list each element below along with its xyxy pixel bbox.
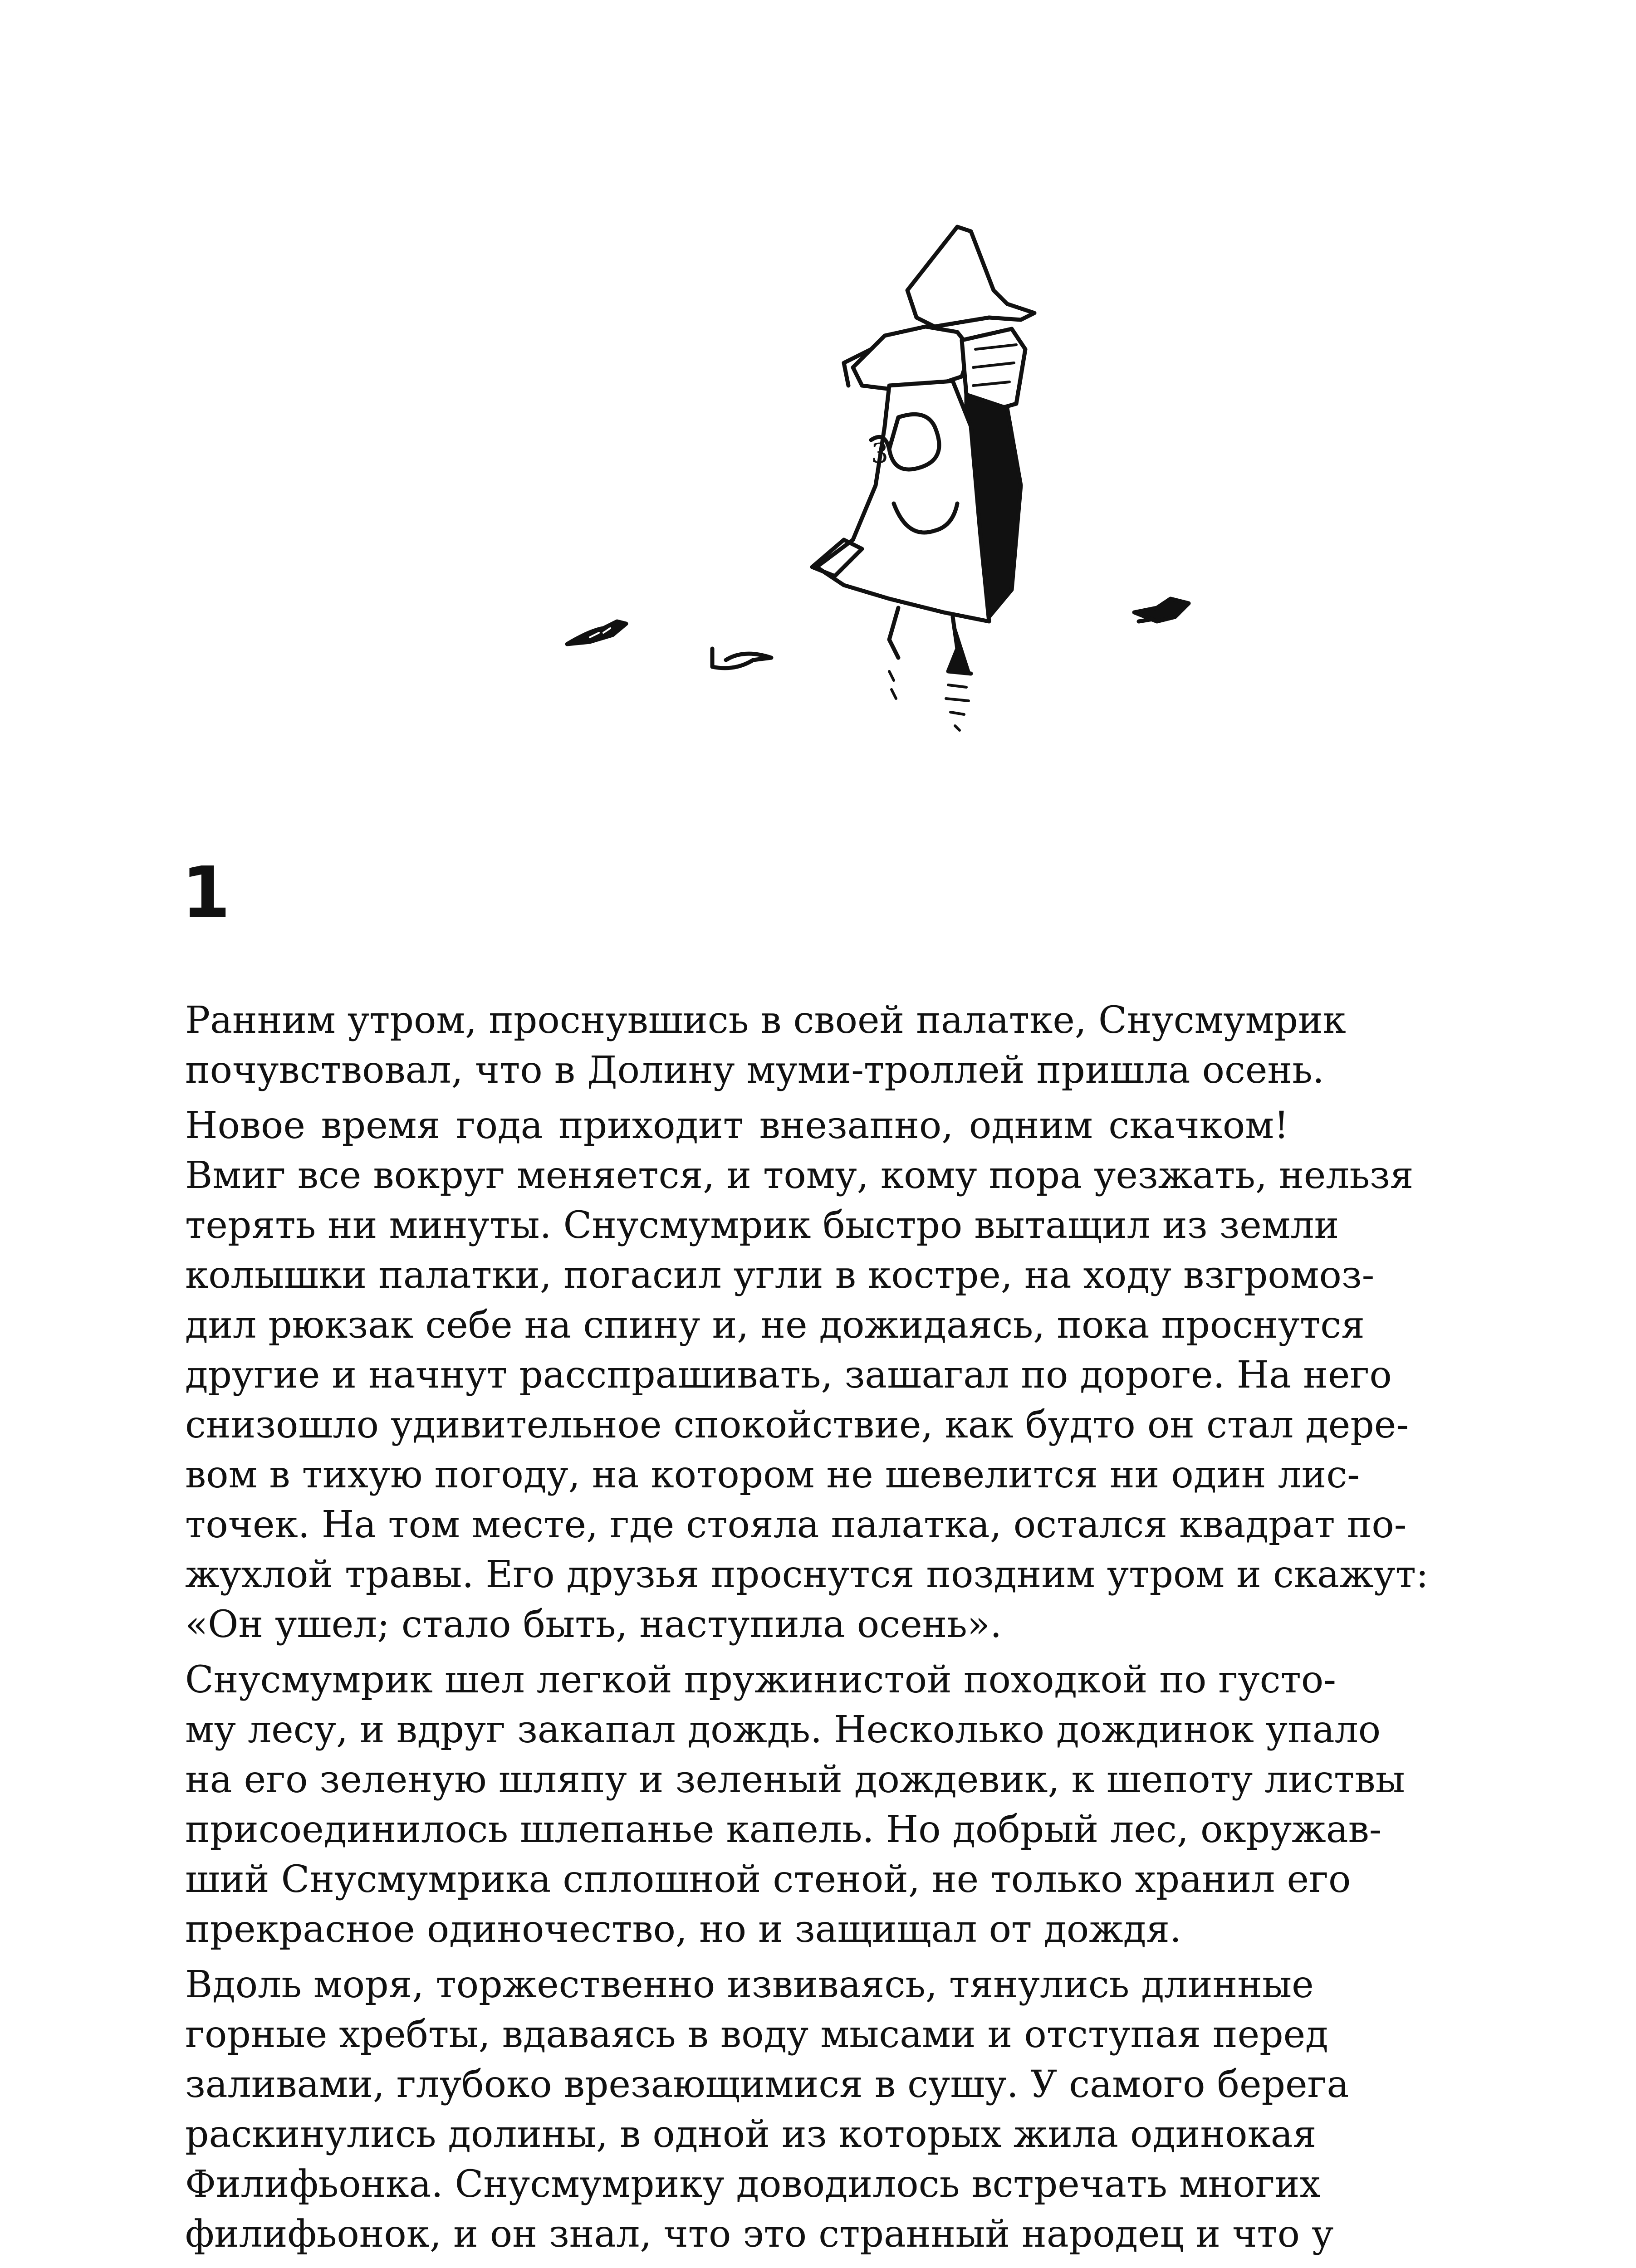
text-line: на его зеленую шляпу и зеленый дождевик, к шепоту листвы	[185, 1758, 1405, 1801]
text-line: присоединилось шлепанье капель. Но добрый лес, окружав-	[185, 1808, 1382, 1851]
text-line: точек. На том месте, где стояла палатка, остался квадрат по-	[185, 1503, 1407, 1546]
text-line: горные хребты, вдаваясь в воду мысами и отступая перед	[185, 2013, 1328, 2056]
paragraph	[185, 1960, 1349, 2259]
text-line: «Он ушел; стало быть, наступила осень».	[185, 1603, 1002, 1646]
text-line: дил рюкзак себе на спину и, не дожидаясь, пока проснутся	[185, 1304, 1365, 1347]
text-line: филифьонок, и он знал, что это странный народец и что у	[185, 2213, 1334, 2256]
text-line: Вдоль моря, торжественно извиваясь, тянулись длинные	[185, 1963, 1314, 2006]
text-line: почувствовал, что в Долину муми-троллей пришла осень.	[185, 1049, 1324, 1092]
snufkin-walking-illustration-icon	[499, 213, 1225, 748]
text-line: прекрасное одиночество, но и защищал от дождя.	[185, 1908, 1182, 1951]
text-line: терять ни минуты. Снусмумрик быстро вытащил из земли	[185, 1204, 1339, 1247]
text-line: Снусмумрик шел легкой пружинистой походкой по густо-	[185, 1658, 1336, 1701]
text-line: му лесу, и вдруг закапал дождь. Несколько дождинок упало	[185, 1708, 1381, 1751]
chapter-number: 1	[181, 851, 230, 934]
text-line: Новое время года приходит внезапно, одним скачком!	[185, 1104, 1289, 1147]
paragraph	[185, 1101, 1429, 1650]
text-line: ший Снусмумрика сплошной стеной, не только хранил его	[185, 1858, 1351, 1901]
text-line: раскинулись долины, в одной из которых жила одинокая	[185, 2113, 1317, 2156]
text-line: жухлой травы. Его друзья проснутся поздним утром и скажут:	[185, 1553, 1429, 1596]
chapter-text	[185, 996, 1429, 2265]
svg-text:3: 3	[871, 438, 889, 469]
text-line: вом в тихую погоду, на котором не шевелится ни один лис-	[185, 1453, 1360, 1496]
text-line: Филифьонка. Снусмумрику доводилось встречать многих	[185, 2163, 1321, 2206]
text-line: снизошло удивительное спокойствие, как будто он стал дере-	[185, 1403, 1409, 1447]
text-line: колышки палатки, погасил угли в костре, на ходу взгромоз-	[185, 1254, 1375, 1297]
paragraph	[185, 1655, 1405, 1955]
text-line: Ранним утром, проснувшись в своей палатке, Снусмумрик	[185, 999, 1346, 1042]
paragraph	[185, 996, 1346, 1095]
text-line: заливами, глубоко врезающимися в сушу. У самого берега	[185, 2063, 1349, 2106]
text-line: Вмиг все вокруг меняется, и тому, кому пора уезжать, нельзя	[185, 1154, 1414, 1197]
text-line: другие и начнут расспрашивать, зашагал по дороге. На него	[185, 1354, 1392, 1397]
